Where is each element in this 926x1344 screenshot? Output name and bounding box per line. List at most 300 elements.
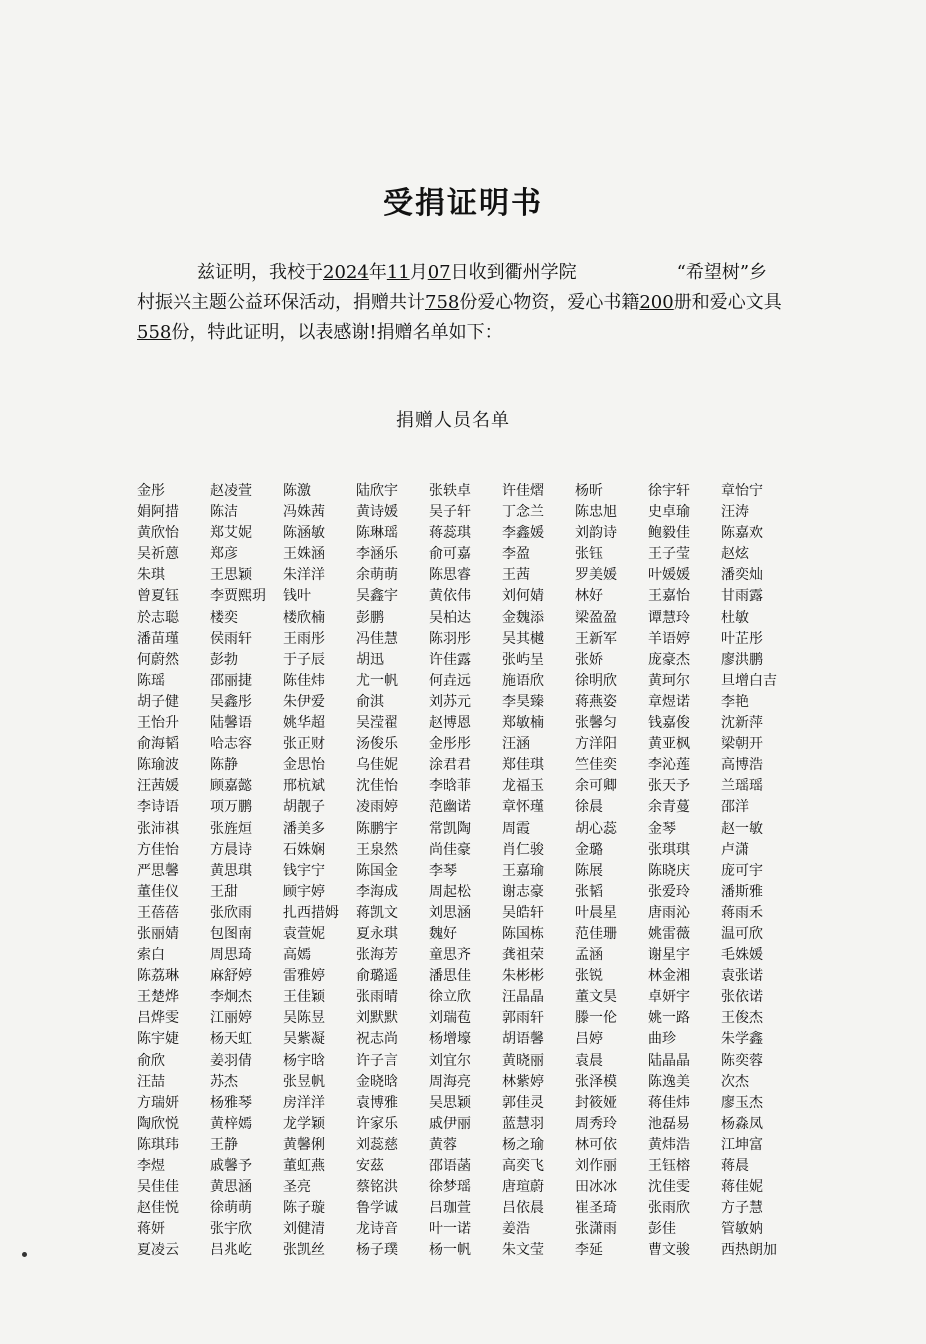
donor-name: 张韬 (575, 883, 603, 900)
donor-name: 陈逸美 (648, 1073, 690, 1090)
stationery-count: 558 (137, 322, 172, 343)
donor-name: 何蔚然 (137, 651, 179, 668)
donor-name: 王嘉怡 (648, 588, 690, 605)
donor-name: 徐宇轩 (648, 483, 690, 499)
donor-name: 张琪琪 (648, 841, 690, 858)
donor-name: 吕珈萱 (429, 1200, 471, 1217)
donor-name: 严思馨 (137, 862, 179, 879)
donor-name: 梁朝开 (721, 736, 763, 753)
donor-name: 吴鑫彤 (210, 693, 252, 710)
text-part-7: 册和爱心文具 (673, 292, 782, 313)
donor-name: 陈瑶 (137, 672, 165, 689)
donor-name: 蒋燕姿 (575, 693, 617, 710)
donor-name: 黄思涵 (210, 1179, 252, 1196)
donor-name: 蒋佳妮 (721, 1179, 763, 1196)
donor-name: 陈嘉欢 (721, 525, 763, 542)
donor-name: 陈子璇 (283, 1200, 325, 1217)
donor-name: 江丽婷 (210, 1010, 252, 1027)
donor-name: 李盈 (502, 546, 530, 563)
donor-name: 沈新萍 (721, 715, 763, 732)
donor-name: 陆馨语 (210, 715, 252, 732)
donor-name: 陈忠旭 (575, 504, 617, 521)
donor-name: 蒋佳炜 (648, 1094, 690, 1111)
donor-name: 杨昕 (575, 483, 603, 499)
donor-name: 叶媛媛 (648, 567, 690, 584)
donor-name: 王泉然 (356, 841, 398, 858)
donor-name: 田冰冰 (575, 1179, 617, 1196)
donor-name: 丁念兰 (502, 504, 544, 521)
donation-year: 2024 (323, 262, 369, 283)
donor-name: 陈国栋 (502, 925, 544, 942)
donor-name: 陈奕蓉 (721, 1052, 763, 1069)
text-part-1: 兹证明，我校于 (197, 262, 323, 283)
donor-name: 邢杭斌 (283, 778, 325, 795)
donor-name: 吴思颖 (429, 1094, 471, 1111)
donor-name: 李琴 (429, 862, 457, 879)
donor-name: 龚祖荣 (502, 947, 544, 964)
donor-name: 杨宇晗 (283, 1052, 325, 1069)
donor-name: 胡语馨 (502, 1031, 544, 1048)
donor-name: 董文昊 (575, 989, 617, 1006)
donor-name: 姜浩 (502, 1221, 530, 1238)
donor-name: 周起松 (429, 883, 471, 900)
donor-name: 俞可嘉 (429, 546, 471, 563)
donor-name: 俞璐遥 (356, 968, 398, 985)
donor-name: 彭勃 (210, 651, 238, 668)
donor-name: 竺佳奕 (575, 757, 617, 774)
donor-name: 夏永琪 (356, 925, 398, 942)
donor-name: 彭鹏 (356, 609, 384, 626)
donor-name: 汤俊乐 (356, 736, 398, 753)
donor-name: 滕一伦 (575, 1010, 617, 1027)
donor-name: 许佳露 (429, 651, 471, 668)
donor-name: 吕烨雯 (137, 1010, 179, 1027)
donor-name: 卓妍宇 (648, 989, 690, 1006)
donor-name: 黄馨俐 (283, 1136, 325, 1153)
donor-name: 李延 (575, 1242, 603, 1259)
donor-name: 王佳颖 (283, 989, 325, 1006)
donor-name: 林可依 (575, 1136, 617, 1153)
donor-name: 卢潇 (721, 841, 749, 858)
donor-name: 陈琪玮 (137, 1136, 179, 1153)
donor-name: 吴滢翟 (356, 715, 398, 732)
donor-name: 方子慧 (721, 1200, 763, 1217)
donor-name: 胡迅 (356, 651, 384, 668)
donor-name: 唐瑄蔚 (502, 1179, 544, 1196)
donor-name: 金彤彤 (429, 736, 471, 753)
donor-name: 陈琳瑶 (356, 525, 398, 542)
donor-name: 王怡升 (137, 715, 179, 732)
donor-name: 彭佳 (648, 1221, 676, 1238)
donor-name: 叶晨星 (575, 904, 617, 921)
donor-name: 陈晓庆 (648, 862, 690, 879)
donor-name: 蒋妍 (137, 1221, 165, 1238)
donor-name: 张雨欣 (648, 1200, 690, 1217)
donor-name: 曾夏钰 (137, 588, 179, 605)
donor-name: 童思齐 (429, 947, 471, 964)
donor-name: 潘思佳 (429, 968, 471, 985)
donor-name: 施语欣 (502, 672, 544, 689)
donor-name: 陈宇婕 (137, 1031, 179, 1048)
donor-name: 戚伊丽 (429, 1115, 471, 1132)
donor-name: 王茜 (502, 567, 530, 584)
donor-name: 周秀玲 (575, 1115, 617, 1132)
scan-speck (22, 1252, 27, 1257)
donor-name: 杨子璞 (356, 1242, 398, 1259)
donor-name: 吕婷 (575, 1031, 603, 1048)
donor-name: 谢志豪 (502, 883, 544, 900)
donor-name: 余青蔓 (648, 799, 690, 816)
donor-name: 朱琪 (137, 567, 165, 584)
donor-name: 钱嘉俊 (648, 715, 690, 732)
donor-name: 甘雨露 (721, 588, 763, 605)
donor-name: 史卓瑜 (648, 504, 690, 521)
donor-name: 崔圣琦 (575, 1200, 617, 1217)
donor-name: 袁张诺 (721, 968, 763, 985)
donor-name: 冯佳慧 (356, 630, 398, 647)
donor-name: 袁晨 (575, 1052, 603, 1069)
donor-name: 邵洋 (721, 799, 749, 816)
donor-name: 梁盈盈 (575, 609, 617, 626)
donor-name: 蔡铭洪 (356, 1179, 398, 1196)
donor-name: 孟涵 (575, 947, 603, 964)
donor-name: 苏杰 (210, 1073, 238, 1090)
donor-name: 林金湘 (648, 968, 690, 985)
donor-name: 张欣雨 (210, 904, 252, 921)
donor-name: 吴祈蒽 (137, 546, 179, 563)
donor-name: 黄珂尔 (648, 672, 690, 689)
donor-name: 陈国金 (356, 862, 398, 879)
donor-name: 胡子健 (137, 693, 179, 710)
donor-name: 方瑞妍 (137, 1094, 179, 1111)
total-items: 758 (425, 292, 460, 313)
donor-name: 姚一路 (648, 1010, 690, 1027)
donor-name: 金思怡 (283, 757, 325, 774)
donor-name: 房洋洋 (283, 1094, 325, 1111)
donor-name: 乌佳妮 (356, 757, 398, 774)
donor-name: 曲珍 (648, 1031, 676, 1048)
donor-name: 尤一帆 (356, 672, 398, 689)
donor-name: 李涵乐 (356, 546, 398, 563)
donor-name: 于子辰 (283, 651, 325, 668)
donor-name: 李鑫媛 (502, 525, 544, 542)
donor-name: 赵凌萱 (210, 483, 252, 499)
donor-name: 金璐 (575, 841, 603, 858)
donor-name: 龙福玉 (502, 778, 544, 795)
donor-name: 俞海韬 (137, 736, 179, 753)
donor-name: 杜敏 (721, 609, 749, 626)
donor-name: 张馨匀 (575, 715, 617, 732)
donor-name: 张正财 (283, 736, 325, 753)
donor-name: 高奕飞 (502, 1158, 544, 1174)
donor-name: 陆晶晶 (648, 1052, 690, 1069)
donor-name: 麻舒婷 (210, 968, 252, 985)
donor-name: 潘奕灿 (721, 567, 763, 584)
donor-name: 吴陈昱 (283, 1010, 325, 1027)
donor-name: 罗美媛 (575, 567, 617, 584)
donor-name: 叶芷彤 (721, 630, 763, 647)
donor-name: 夏凌云 (137, 1242, 179, 1259)
donor-name: 陈鹏宇 (356, 820, 398, 837)
donor-name: 李昊臻 (502, 693, 544, 710)
donor-name: 旦增白吉 (721, 672, 777, 689)
donor-name: 李海成 (356, 883, 398, 900)
donor-name: 石姝娴 (283, 841, 325, 858)
donor-name: 潘苗瑾 (137, 630, 179, 647)
donor-name: 汪喆 (137, 1073, 165, 1090)
donor-name: 李煜 (137, 1158, 165, 1174)
donor-name: 温可欣 (721, 925, 763, 942)
donor-name: 朱学鑫 (721, 1031, 763, 1048)
donor-name: 吴紫凝 (283, 1031, 325, 1048)
text-part-3: 月 (409, 262, 428, 283)
donor-name: 戚馨予 (210, 1158, 252, 1174)
donor-name: 吴柏达 (429, 609, 471, 626)
donor-name: 陈思睿 (429, 567, 471, 584)
donor-name: 赵一敏 (721, 820, 763, 837)
donor-name: 潘美多 (283, 820, 325, 837)
donor-name: 次杰 (721, 1073, 749, 1090)
donor-name: 王姝涵 (283, 546, 325, 563)
donor-name: 陈瑜波 (137, 757, 179, 774)
donor-name: 蒋凯文 (356, 904, 398, 921)
donor-name: 刘瑞苞 (429, 1010, 471, 1027)
donor-name: 项万鹏 (210, 799, 252, 816)
donor-name: 张宇欣 (210, 1221, 252, 1238)
donor-name: 董佳仪 (137, 883, 179, 900)
donor-name: 刘默默 (356, 1010, 398, 1027)
donor-name: 郭佳灵 (502, 1094, 544, 1111)
donor-name: 江坤富 (721, 1136, 763, 1153)
donor-name: 沈佳雯 (648, 1179, 690, 1196)
donor-name: 陆欣宇 (356, 483, 398, 499)
donor-name: 刘苏元 (429, 693, 471, 710)
donor-name: 汪茜媛 (137, 778, 179, 795)
donor-name: 姚雷薇 (648, 925, 690, 942)
donor-name: 张泽模 (575, 1073, 617, 1090)
donor-name: 包图南 (210, 925, 252, 942)
donor-name: 李晗菲 (429, 778, 471, 795)
donor-name: 金魏添 (502, 609, 544, 626)
donor-name: 许家乐 (356, 1115, 398, 1132)
donor-name: 张沛祺 (137, 820, 179, 837)
donor-name: 杨一帆 (429, 1242, 471, 1259)
donor-name: 汪涛 (721, 504, 749, 521)
donor-name: 袁萱妮 (283, 925, 325, 942)
donor-name: 吴皓轩 (502, 904, 544, 921)
donor-name: 朱文莹 (502, 1242, 544, 1259)
donor-name: 刘思涵 (429, 904, 471, 921)
donor-name: 张娇 (575, 651, 603, 668)
donor-name: 范幽诺 (429, 799, 471, 816)
donor-name: 余萌萌 (356, 567, 398, 584)
donor-name: 祝志尚 (356, 1031, 398, 1048)
donor-name: 张凯丝 (283, 1242, 325, 1259)
donor-name: 池磊易 (648, 1115, 690, 1132)
donor-name: 庞可宇 (721, 862, 763, 879)
donor-name: 胡靓子 (283, 799, 325, 816)
donor-name: 林紫婷 (502, 1073, 544, 1090)
donor-name: 金琴 (648, 820, 676, 837)
donor-name: 王思颖 (210, 567, 252, 584)
donor-name: 李诗语 (137, 799, 179, 816)
donor-name: 邵丽捷 (210, 672, 252, 689)
donor-name: 雷雅婷 (283, 968, 325, 985)
donor-name: 汪涵 (502, 736, 530, 753)
donor-name: 叶一诺 (429, 1221, 471, 1238)
donor-name: 张旌烜 (210, 820, 252, 837)
donor-name: 俞欣 (137, 1052, 165, 1069)
donor-name: 黄亚枫 (648, 736, 690, 753)
donor-name: 何垚远 (429, 672, 471, 689)
donor-name: 刘蕊慈 (356, 1136, 398, 1153)
donor-name: 汪晶晶 (502, 989, 544, 1006)
donor-name: 吴鑫宇 (356, 588, 398, 605)
donor-name: 杨天虹 (210, 1031, 252, 1048)
donor-name: 李炯杰 (210, 989, 252, 1006)
donor-name: 尚佳豪 (429, 841, 471, 858)
donor-name: 常凯陶 (429, 820, 471, 837)
donor-name: 陈激 (283, 483, 311, 499)
text-part-4: 日收到衢州学院 (450, 262, 577, 283)
donor-name: 张轶卓 (429, 483, 471, 499)
donor-name: 郑敏楠 (502, 715, 544, 732)
donor-name: 刘宜尔 (429, 1052, 471, 1069)
donor-name: 李沁莲 (648, 757, 690, 774)
donor-name: 周霞 (502, 820, 530, 837)
donor-name: 蒋晨 (721, 1158, 749, 1174)
donor-name: 王俊杰 (721, 1010, 763, 1027)
donor-name: 吴佳佳 (137, 1179, 179, 1196)
donor-name: 赵博恩 (429, 715, 471, 732)
donor-name: 张钰 (575, 546, 603, 563)
donor-name: 曹文骏 (648, 1242, 690, 1259)
donor-name: 刘健清 (283, 1221, 325, 1238)
donor-name: 赵佳悦 (137, 1200, 179, 1217)
donor-names-grid (137, 481, 807, 1261)
donor-name: 张爱玲 (648, 883, 690, 900)
donor-name: 黄蓉 (429, 1136, 457, 1153)
donor-name: 许子言 (356, 1052, 398, 1069)
donor-name: 侯雨轩 (210, 630, 252, 647)
donor-name: 杨淼凤 (721, 1115, 763, 1132)
donor-name: 冯姝茜 (283, 504, 325, 521)
text-part-2: 年 (368, 262, 387, 283)
donor-name: 张依诺 (721, 989, 763, 1006)
donor-name: 张天予 (648, 778, 690, 795)
donor-name: 钱宇宁 (283, 862, 325, 879)
donor-name: 金彤 (137, 483, 165, 499)
donor-name: 陈静 (210, 757, 238, 774)
donor-name: 鲍毅佳 (648, 525, 690, 542)
donor-name: 黄依伟 (429, 588, 471, 605)
donor-name: 陈荔琳 (137, 968, 179, 985)
donor-name: 高博浩 (721, 757, 763, 774)
donor-name: 郑彦 (210, 546, 238, 563)
donor-name: 蓝慧羽 (502, 1115, 544, 1132)
donor-name: 蒋蕊琪 (429, 525, 471, 542)
donor-name: 毛姝媛 (721, 947, 763, 964)
donor-name: 董虹燕 (283, 1158, 325, 1174)
donor-name: 徐明欣 (575, 672, 617, 689)
donor-name: 黄思琪 (210, 862, 252, 879)
donor-name: 谢星宇 (648, 947, 690, 964)
donation-month: 11 (386, 262, 410, 283)
donor-name: 圣亮 (283, 1179, 311, 1196)
donor-name: 肖仁骏 (502, 841, 544, 858)
donor-name: 徐晨 (575, 799, 603, 816)
donor-name: 廖玉杰 (721, 1094, 763, 1111)
donor-name: 王钰榕 (648, 1158, 690, 1174)
donor-name: 方洋阳 (575, 736, 617, 753)
donor-name: 陈涵敏 (283, 525, 325, 542)
donor-name: 张丽婧 (137, 925, 179, 942)
donor-name: 黄炜浩 (648, 1136, 690, 1153)
text-part-6: 份爱心物资，爱心书籍 (459, 292, 640, 313)
donor-name: 王静 (210, 1136, 238, 1153)
donor-name: 兰瑶瑶 (721, 778, 763, 795)
donor-name: 封筱娅 (575, 1094, 617, 1111)
donor-name: 郑佳琪 (502, 757, 544, 774)
donor-name: 陈展 (575, 862, 603, 879)
donor-name: 金晓晗 (356, 1073, 398, 1090)
donor-name: 龙诗音 (356, 1221, 398, 1238)
donor-name: 章怀瑾 (502, 799, 544, 816)
donor-name: 吕兆屹 (210, 1242, 252, 1259)
donor-name: 张潇雨 (575, 1221, 617, 1238)
donor-name: 王甜 (210, 883, 238, 900)
donor-name: 陶欣悦 (137, 1115, 179, 1132)
donor-name: 张锐 (575, 968, 603, 985)
donor-name: 唐雨沁 (648, 904, 690, 921)
donor-name: 王楚烨 (137, 989, 179, 1006)
donor-name: 蒋雨禾 (721, 904, 763, 921)
donor-name: 邵语菡 (429, 1158, 471, 1174)
donor-name: 郑艾妮 (210, 525, 252, 542)
donor-name: 龙学颖 (283, 1115, 325, 1132)
donor-name: 张昱帆 (283, 1073, 325, 1090)
donor-name: 徐梦瑶 (429, 1179, 471, 1196)
donor-name: 郭雨轩 (502, 1010, 544, 1027)
donor-name: 章煜诺 (648, 693, 690, 710)
donor-name: 王子莹 (648, 546, 690, 563)
donor-name: 钱叶 (283, 588, 311, 605)
donor-name: 周思琦 (210, 947, 252, 964)
donor-name: 陈佳炜 (283, 672, 325, 689)
donor-name: 潘斯雅 (721, 883, 763, 900)
donor-name: 徐立欣 (429, 989, 471, 1006)
donor-name: 王嘉瑜 (502, 862, 544, 879)
donor-name: 杨之瑜 (502, 1136, 544, 1153)
donor-name: 顾宇婷 (283, 883, 325, 900)
book-count: 200 (639, 292, 674, 313)
donor-name: 廖洪鹏 (721, 651, 763, 668)
donor-name: 俞淇 (356, 693, 384, 710)
donor-name: 朱彬彬 (502, 968, 544, 985)
donor-name: 王蓓蓓 (137, 904, 179, 921)
donor-name: 鲁学诚 (356, 1200, 398, 1217)
donor-name: 高嫣 (283, 947, 311, 964)
donor-name: 徐萌萌 (210, 1200, 252, 1217)
donor-name: 杨雅琴 (210, 1094, 252, 1111)
donor-name: 周海亮 (429, 1073, 471, 1090)
donor-name: 於志聪 (137, 609, 179, 626)
donor-name: 章怡宁 (721, 483, 763, 499)
donor-name: 刘韵诗 (575, 525, 617, 542)
donor-name: 张屿呈 (502, 651, 544, 668)
donor-name: 扎西措姆 (283, 904, 339, 921)
donation-day: 07 (427, 262, 451, 283)
